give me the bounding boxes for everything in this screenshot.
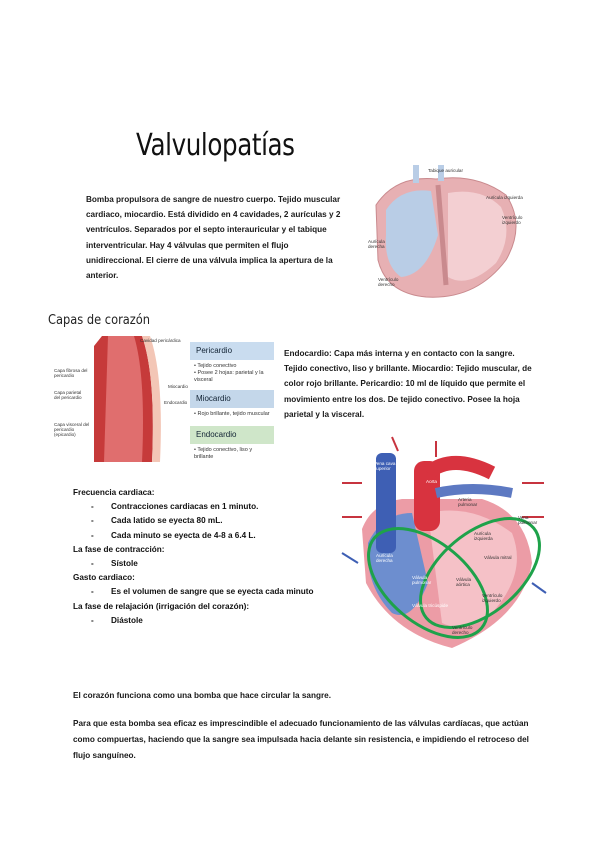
card-body — [190, 361, 274, 386]
fig3-label: Vena cava superior — [374, 461, 396, 471]
list-item: - Cada latido se eyecta 80 mL. — [91, 516, 223, 526]
list-item: - Cada minuto se eyecta de 4-8 a 6.4 L. — [91, 530, 256, 540]
list-item: - Sístole — [91, 559, 138, 569]
contraction-heading: La fase de contracción: — [73, 544, 165, 554]
list-item: - Contracciones cardiacas en 1 minuto. — [91, 502, 259, 512]
fig1-label: Aurícula izquierda — [486, 195, 523, 200]
valves-paragraph: Para que esta bomba sea eficaz es imprescindible el adecuado funcionamiento de las válvulas cardíacas, que actúan como compuertas, haciendo que la sangre sea impulsada hacia delante sin resistencia, e impidiendo el retroceso del flujo sanguíneo. — [73, 719, 529, 760]
capas-title: Capas de corazón — [48, 313, 151, 328]
card-bullet: • Tejido conectivo, liso y brillante — [194, 447, 253, 460]
fig1-label: Ventrículo derecho — [378, 277, 399, 287]
relax-heading: La fase de relajación (irrigación del corazón): — [73, 601, 250, 611]
heart-layers-figure — [44, 312, 274, 462]
fig3-label: Vena pulmonar — [518, 515, 538, 525]
fig3-label: Aurícula izquierda — [474, 531, 493, 541]
layers-label: Capa fibrosa del pericardio — [54, 368, 88, 378]
card-bullet: • Posee 2 hojas: parietal y la visceral — [194, 370, 264, 383]
fig3-label: Válvula mitral — [484, 555, 512, 560]
fig3-label: Aurícula derecha — [376, 553, 393, 563]
fig3-label: Válvula tricúspide — [412, 603, 449, 608]
fig3-label: Ventrículo izquierdo — [482, 593, 503, 603]
fig1-label: Aurícula derecha — [368, 239, 385, 249]
heart-section-figure — [356, 165, 552, 303]
layers-label: Miocardio — [168, 384, 188, 389]
card-header: Miocardio — [190, 390, 274, 408]
fig3-label: Ventrículo derecho — [452, 625, 473, 635]
card-header: Pericardio — [190, 342, 274, 360]
layers-label: Endocardio — [164, 400, 188, 405]
card-bullet: • Tejido conectivo — [194, 363, 237, 369]
list-item: - Diástole — [91, 615, 143, 625]
fig3-label: Aorta — [426, 479, 437, 484]
layer-cards — [190, 342, 274, 462]
fig3-label: Arteria pulmonar — [458, 497, 478, 507]
heart-valves-illustration — [332, 433, 552, 657]
pump-sentence: El corazón funciona como una bomba que hace circular la sangre. — [73, 691, 331, 700]
list-item: - Es el volumen de sangre que se eyecta cada minuto — [91, 587, 314, 597]
freq-heading: Frecuencia cardiaca: — [73, 488, 155, 497]
fig1-label: Ventrículo izquierdo — [502, 215, 523, 225]
layers-label: Cavidad pericárdica — [140, 338, 181, 343]
layers-label: Capa visceral del pericardio (epicardio) — [54, 422, 90, 437]
card-body — [190, 409, 274, 420]
fig3-label: Válvula pulmonar — [412, 575, 432, 585]
card-body — [190, 445, 274, 462]
card-bullet: • Rojo brillante, tejido muscular — [194, 411, 270, 417]
layers-paragraph: Endocardio: Capa más interna y en contacto con la sangre. Tejido conectivo, liso y brillante. Miocardio: Tejido muscular, de color rojo brillante. Pericardio: 10 ml de líquido que permite el movimiento entre los dos. De tejido conectivo. Posee la hoja parietal y la visceral. — [284, 349, 532, 419]
layers-illustration — [94, 336, 164, 462]
card-header: Endocardio — [190, 426, 274, 444]
output-heading: Gasto cardiaco: — [73, 573, 135, 583]
fig3-label: Válvula aórtica — [456, 577, 472, 587]
layers-label: Capa parietal del pericardio — [54, 390, 82, 400]
cardiac-section — [73, 486, 343, 628]
fig1-label: Tabique auricular — [428, 168, 463, 173]
intro-paragraph: Bomba propulsora de sangre de nuestro cuerpo. Tejido muscular cardiaco, miocardio. Está dividido en 4 cavidades, 2 aurículas y 2 ventrículos. Separados por el septo interauricular y el tabique interventricular. Hay 4 válvulas que permiten el flujo unidireccional. El cierre de una válvula implica la apertura de la anterior. — [86, 195, 341, 281]
page-title: Valvulopatías — [136, 128, 295, 163]
heart-valves-figure — [332, 433, 552, 657]
